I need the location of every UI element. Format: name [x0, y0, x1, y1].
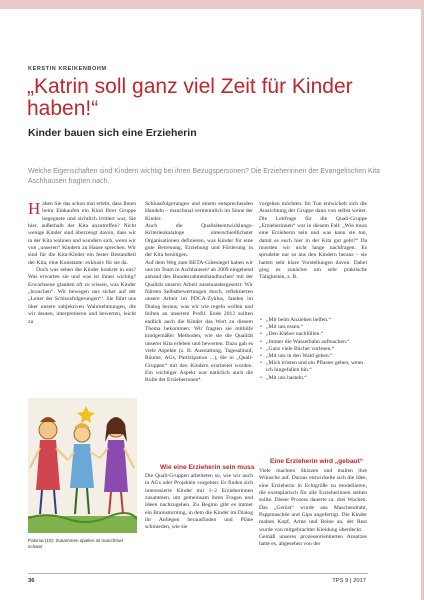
body-column-3: vorgehen möchten. Im Tun entwickelt sich die Ausrichtung der Gruppe dann von selbst weiter. Die Leitfrage für die Quali-Gruppe „Erzieherinnen“ war in diesem Fall: „Wie muss eine Erzieherin sein und was kann sie tun, damit es euch hier in der Kita gut geht?“ Da mussten wir nicht lange nachfragen. Es sprudelte nur so aus den Kindern heraus – sie hatten sehr klare Vorstellungen davon. Dabei ging es zunächst um sehr praktische Tätigkeiten, z. B. — [259, 201, 367, 281]
bullet-icon: • — [260, 324, 262, 331]
bullet-icon: • — [260, 353, 262, 360]
article-title: „Katrin soll ganz viel Zeit für Kinder haben!“ — [27, 75, 353, 120]
list-item: • „Mit uns in den Wald gehen.“ — [260, 353, 333, 360]
bullet-icon: • — [260, 331, 262, 338]
bullet-icon: • — [260, 338, 262, 345]
body-column-2: Schlussfolgerungen und einem entsprechenden Handeln – manchmal vermeintlich im Sinne der Kinder. Auch die Qualitätsentwicklungs-Kriterienkataloge unterschiedlichster Organisationen definieren, was Kinder für eine gute Betreuung, Erziehung und Förderung in der Kita benötigen. Auf dem Weg zum BETA-Gütesiegel haben wir uns im Team in Aschhausen² ab 2009 eingehend anhand des Bundesrahmenhandbuches³ mit der Qualität unserer Arbeit auseinandergesetzt: Wir führten Selbstbewertungen durch, reflektierten unsere Arbeit im PDCA-Zyklus, fanden im Dialog heraus, was wir wie regeln wollen und feilten an unserem Profil. Ende 2012 sollten endlich auch die Kinder das Wort zu diesem Thema bekommen: Wir fragten sie mithilfe kindgemäßer Methoden, wie sie die Qualität unserer Kita erleben und bewerten. Dazu gab es viele Aspekte (z. B. Ausstattung, Tagesablauf, Räume, AGs, Partizipation ...), die in „Quali-Gruppen“ mit den Kindern erarbeitet wurden. Ein wichtiger Aspekt war natürlich auch die Rolle der Erzieherinnen⁴. — [145, 201, 253, 384]
bullet-icon: • — [260, 345, 262, 352]
bullet-icon: • — [260, 317, 262, 323]
list-item: • „Mit uns essen.“ — [260, 324, 304, 331]
section-heading-1: Wie eine Erzieherin sein muss — [160, 464, 255, 471]
drop-cap: H — [28, 199, 41, 218]
quote-list — [260, 317, 368, 382]
article-subtitle: Kinder bauen sich eine Erzieherin — [28, 127, 197, 139]
author-line: KERSTIN KREIKENBOHM — [28, 66, 107, 72]
header-rule — [0, 0, 424, 9]
article-lead: Welche Eigenschaften sind Kindern wichtig bei ihren Bezugspersonen? Die Erzieherinnen der Evangelischen Kita Aschhausen fragten nach. — [28, 168, 381, 185]
body-column-2-continued: Die Quali-Gruppen arbeiteten so, wie wir auch in AGs oder Projekten vorgehen: Es finden sich interessierte Kinder mit 1–2 Erzieherinnen zusammen, um gemeinsam ihren Fragen und Ideen nachzugehen. Zu Beginn gibt es immer ein Brainstorming, in dem die Kinder im Dialog ihr Anliegen herausfinden und Pläne schmieden, wie sie — [145, 473, 253, 531]
bullet-icon: • — [260, 360, 262, 367]
child-drawing-photo — [28, 398, 137, 533]
child-drawing-image — [28, 398, 137, 533]
list-item: • „Mit uns basteln.“ — [260, 374, 307, 381]
list-item: • „Immer die Wasserbahn aufmachen.“ — [260, 338, 350, 345]
body-column-3-continued: Viele machten Skizzen und malten ihre Wünsche auf. Daraus entwickelte sich die Idee, eine Erzieherin in Echtgröße zu modellieren, die exemplarisch für alle Erzieherinnen stehen sollte. Dieser Prozess dauerte ca. drei Wochen. Das „Gerüst“ wurde aus Maschendraht, Pappmaschée und Gips angefertigt. Die Kinder malten Kopf, Arme und Beine an, der Rest wurde von mitgebrachter Kleidung überdeckt. Gemäß unseres prozessorientierten Ansatzes hatte es, abgesehen von der — [259, 468, 367, 548]
footer-rule — [28, 573, 368, 574]
issue-label: TPS 9 | 2017 — [332, 578, 366, 584]
body-column-1 — [28, 201, 136, 326]
list-item: • „Den Kleber nachfüllen.“ — [260, 331, 324, 338]
list-item: • „Ganz viele Bücher vorlesen.“ — [260, 345, 335, 352]
bullet-icon: • — [260, 374, 262, 381]
page-number: 36 — [28, 578, 35, 584]
section-heading-2: Eine Erzieherin wird „gebaut“ — [270, 458, 364, 465]
paragraph-2: Doch was sehen die Kinder konkret in uns? Was erwarten sie und was ist ihnen wichtig? Erwachsene glauben oft zu wissen, was Kinder „brauchen“. Wir bewegen uns sicher auf der „Leiter der Schlussfolgerungen“¹. Sie führt uns über unsere subjektiven Wahrnehmungen, die wir deuten, interpretieren und bewerten, leicht zu — [28, 267, 136, 325]
list-item: • „Mit beim Anziehen helfen.“ — [260, 317, 331, 323]
figure-caption: Paloma (10): Zusammen spielen ist manchmal schwer — [28, 538, 123, 549]
list-item: • „Mich trösten und ein Pflaster geben, wenn ich hingefallen bin.“ — [260, 360, 364, 374]
paragraph-1: aben Sie das schon mal erlebt, dass Ihnen beim Einkaufen ein Kind Ihrer Gruppe begegnete und sichtlich irritiert war, Sie hier, außerhalb der Kita anzutreffen? Nicht wenige Kinder sind überzeugt davon, dass wir in der Kita wohnen und wundern sich, wenn wir von „unseren“ Kindern zu Hause sprechen. Wir sind für die Kita-Kinder ein fester Bestandteil der Kita, eine Konstante: exklusiv für sie da. — [28, 201, 136, 266]
